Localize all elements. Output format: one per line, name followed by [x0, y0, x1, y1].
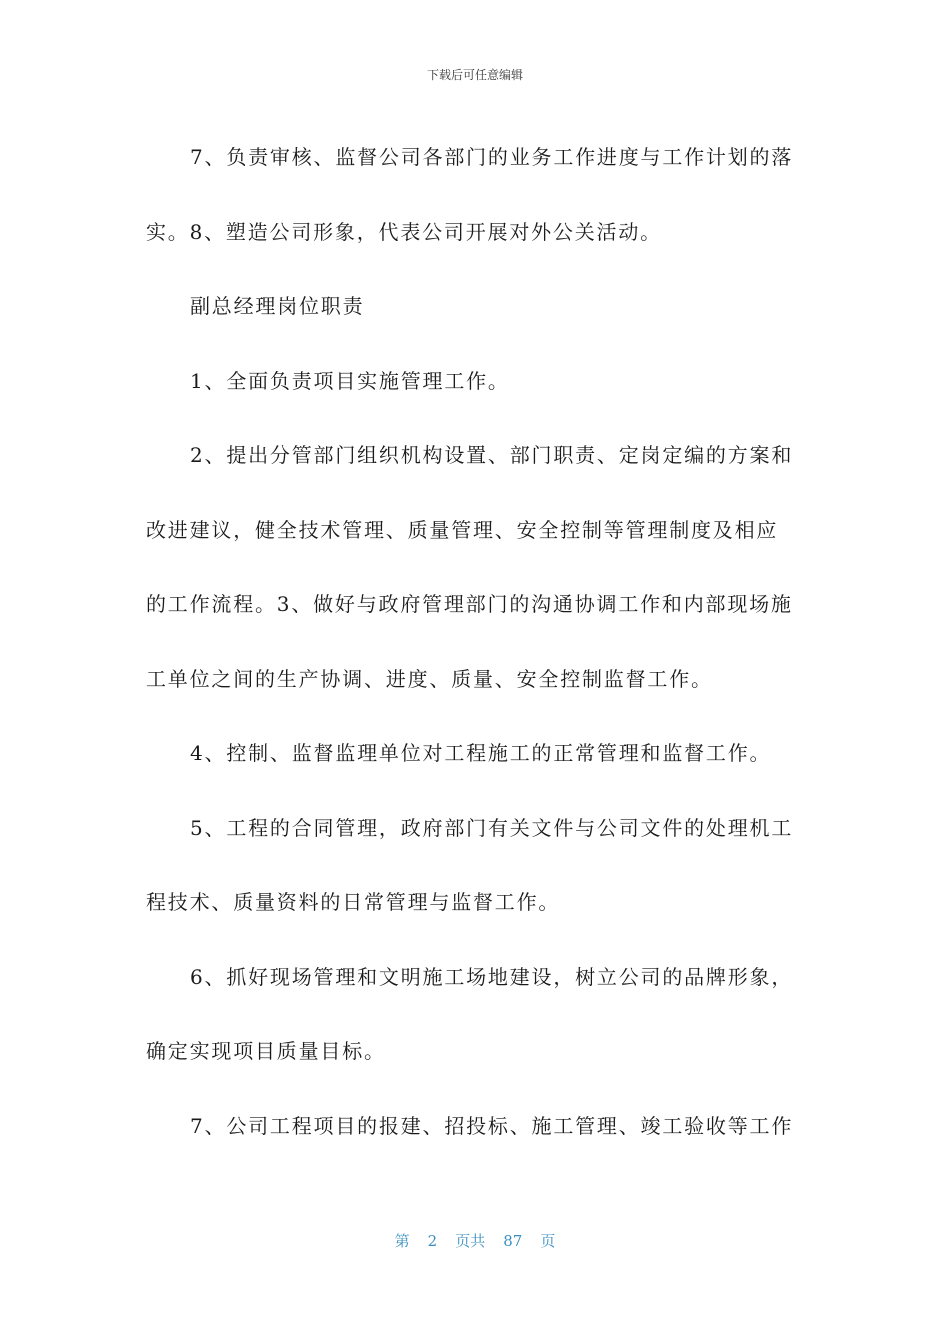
paragraph-line: 7、公司工程项目的报建、招投标、施工管理、竣工验收等工作	[190, 1113, 794, 1138]
page-footer	[0, 1230, 950, 1251]
paragraph-line: 6、抓好现场管理和文明施工场地建设，树立公司的品牌形象，	[190, 964, 794, 989]
paragraph-line: 1、全面负责项目实施管理工作。	[190, 368, 510, 393]
paragraph-line: 改进建议，健全技术管理、质量管理、安全控制等管理制度及相应	[146, 517, 779, 542]
section-heading: 副总经理岗位职责	[190, 294, 365, 318]
document-body	[146, 120, 806, 1163]
paragraph-line: 实。8、塑造公司形象，代表公司开展对外公关活动。	[146, 219, 662, 244]
paragraph-line: 5、工程的合同管理，政府部门有关文件与公司文件的处理机工	[190, 815, 794, 840]
paragraph-line: 确定实现项目质量目标。	[146, 1039, 386, 1063]
paragraph-line: 的工作流程。3、做好与政府管理部门的沟通协调工作和内部现场施	[146, 592, 793, 616]
total-suffix: 页	[540, 1232, 556, 1250]
paragraph-line: 7、负责审核、监督公司各部门的业务工作进度与工作计划的落	[190, 145, 794, 169]
header-note: 下载后可任意编辑	[426, 68, 523, 82]
paragraph-line: 2、提出分管部门组织机构设置、部门职责、定岗定编的方案和	[190, 443, 794, 467]
total-pages: 87	[503, 1232, 523, 1250]
page-suffix: 页共	[455, 1232, 486, 1250]
paragraph-line: 程技术、质量资料的日常管理与监督工作。	[146, 890, 561, 914]
paragraph-line: 工单位之间的生产协调、进度、质量、安全控制监督工作。	[146, 666, 713, 691]
page-number: 2	[427, 1232, 438, 1250]
page-label: 第	[394, 1232, 410, 1250]
paragraph-line: 4、控制、监督监理单位对工程施工的正常管理和监督工作。	[190, 741, 772, 765]
